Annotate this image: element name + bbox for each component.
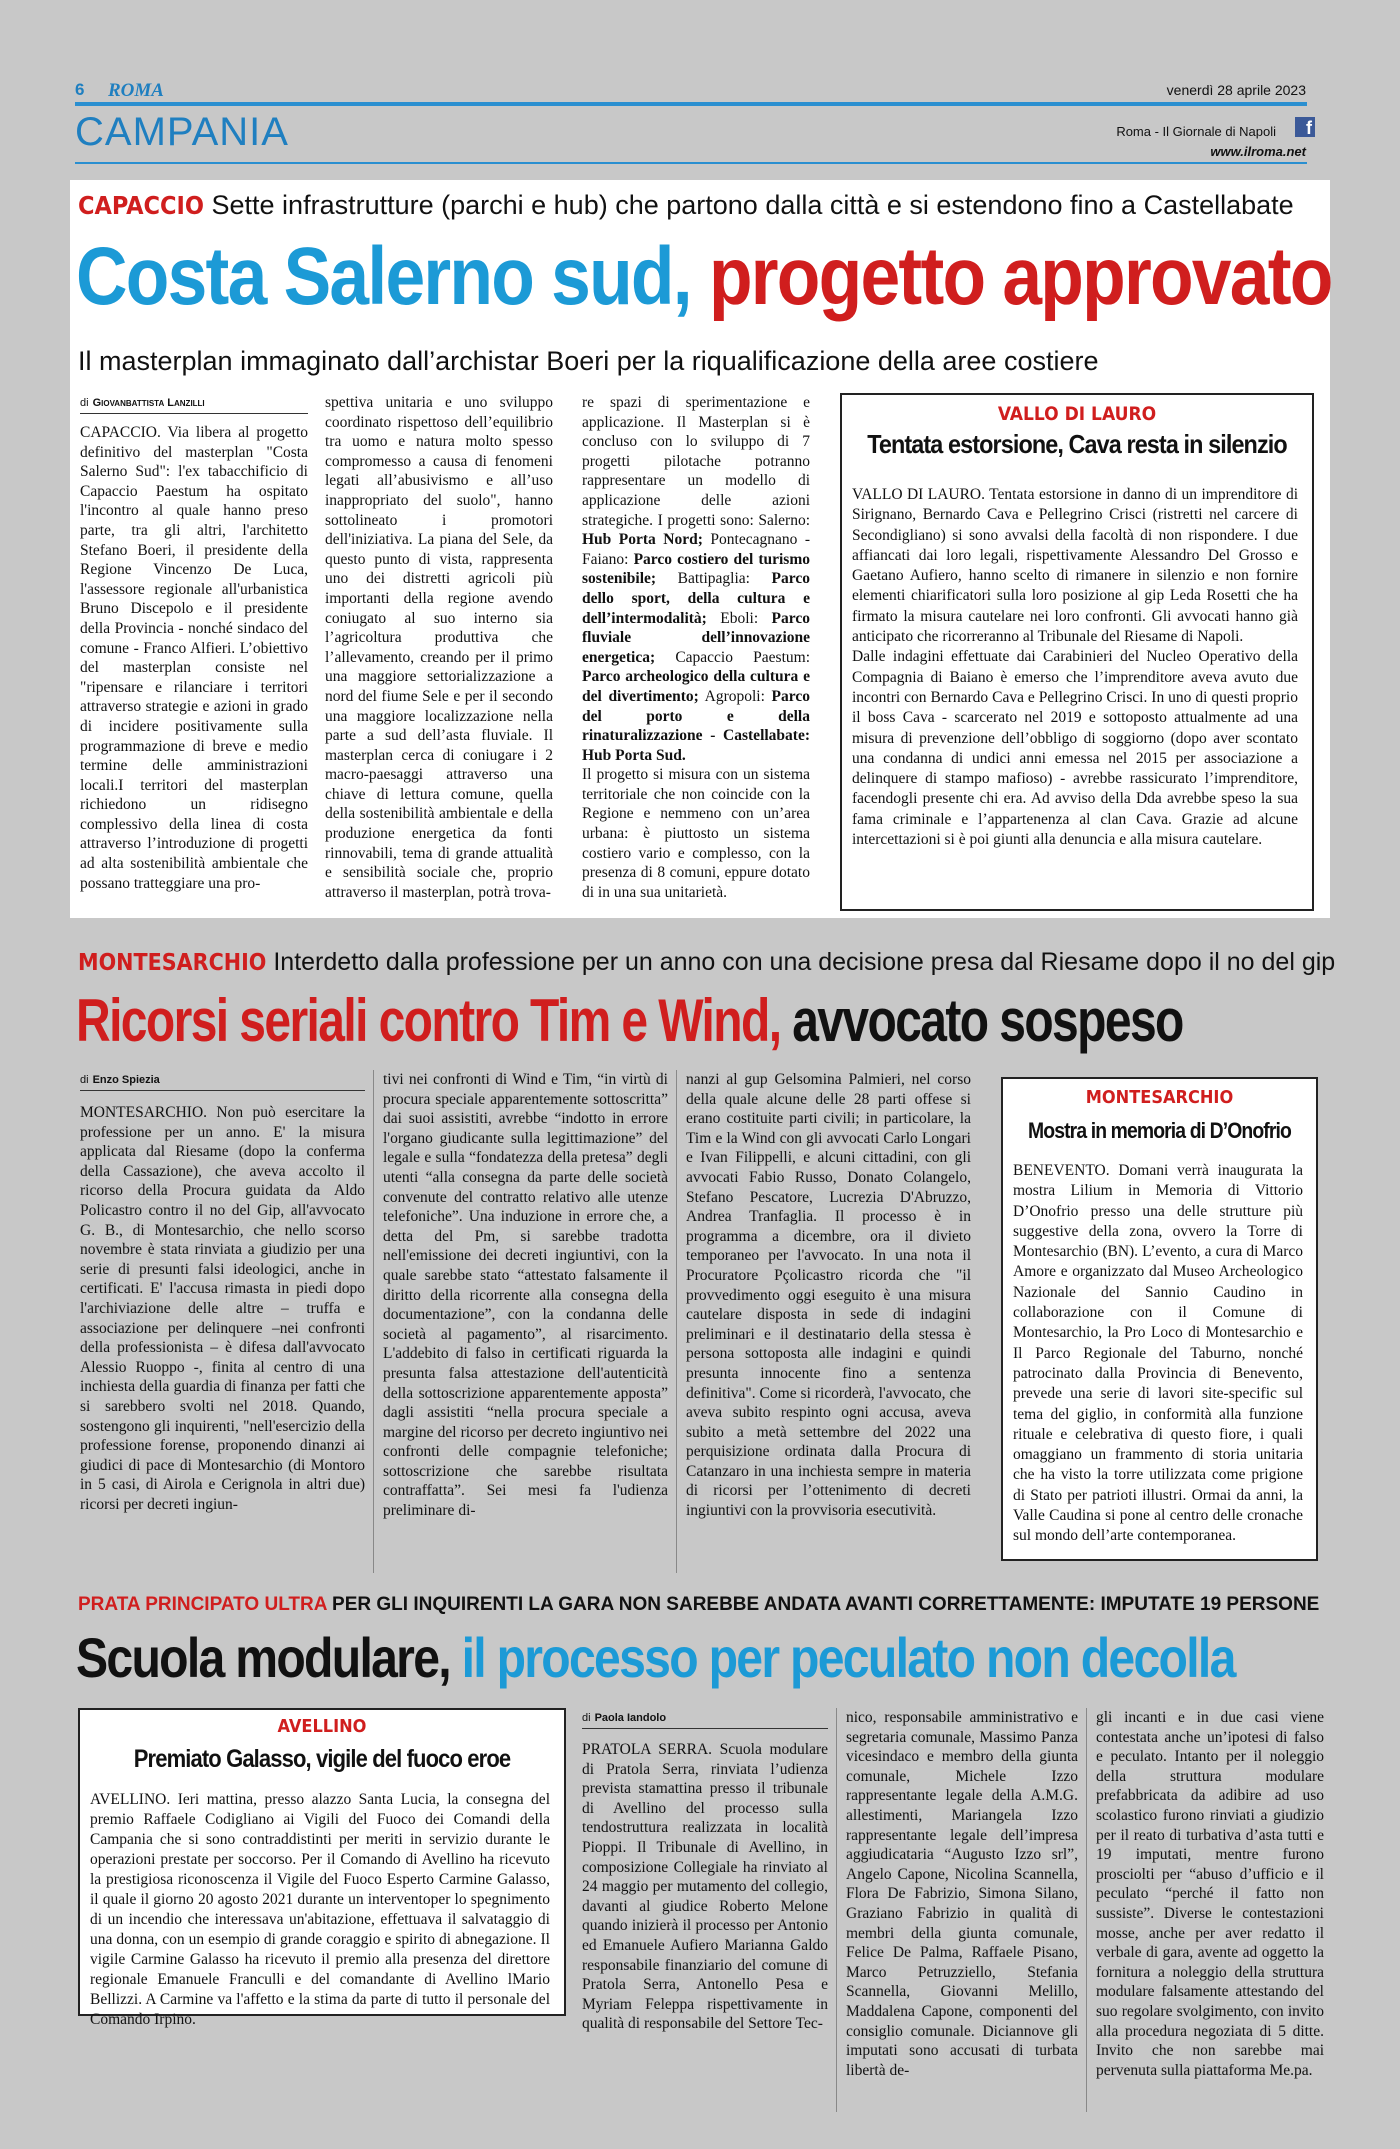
kicker-text: Interdetto dalla professione per un anno con una decisione presa dal Riesame dopo il no del gip: [273, 948, 1336, 976]
section-rule: [75, 162, 1307, 164]
article-column-3: gli incanti e in due casi viene contestata anche un’ipotesi di falso e peculato. Intanto per il noleggio della struttura modulare prefabbricata da adibire ad uso scolastico furono rinviati a giudizio per il reato di turbativa d’asta tutti e 19 imputati, mentre furono prosciolti per “abuso d’ufficio e il peculato “perché il fatto non sussiste”. Diverse le contestazioni mosse, anche per aver redatto il verbale di gara, avente ad oggetto la fornitura a noleggio della struttura modulare falsamente attestando del suo regolare svolgimento, con invito alla procedura negoziata di 5 ditte. Invito che non sarebbe mai pervenuta sulla piattaforma Me.pa.: [1096, 1709, 1324, 2079]
box-kicker: AVELLINO: [277, 1716, 367, 1737]
project-2: Parco costiero del turismo sostenibile;: [582, 550, 811, 588]
byline: [80, 1070, 365, 1091]
box-paragraph-2: Dalle indagini effettuate dai Carabinieri del Nucleo Operativo della Compagnia di Baiano è emerso che l’imprenditore aveva avuto due incontri con Bernardo Cava e Pellegrino Crisci. In uno di questi proprio il boss Cava - scarcerato nel 2019 e sottoposto attualmente ad una misura di prevenzione dell’obbligo di soggiorno (dopo aver scontato una condanna di undici anni emessa nel 2015 per associazione a delinquere di stampo mafioso) - avrebbe rassicurato l’imprenditore, facendogli presente chi era. Ad avviso della Dda avrebbe speso la sua fama criminale e l’appartenenza al clan Cava. Grazie ad alcune intercettazioni si è poi giunti alla denuncia e alla misura cautelare.: [852, 648, 1298, 849]
box-kicker: VALLO DI LAURO: [997, 403, 1157, 425]
headline-black: avvocato sospeso: [792, 987, 1183, 1054]
kicker-text: PER GLI INQUIRENTI LA GARA NON SAREBBE ANDATA AVANTI CORRETTAMENTE: IMPUTATE 19 PERSONE: [332, 1594, 1320, 1615]
headline: [76, 232, 1332, 322]
project-6: Parco del porto e della rinaturalizzazione - Castellabate: Hub Porta Sud.: [582, 687, 810, 764]
article-column-2: tivi nei confronti di Wind e Tim, “in virtù di procura speciale apparentemente sottoscritta” dai suoi assistiti, avrebbe “indotto in errore l'organo giudicante sulla legittimazione” del legale e sulla “fondatezza della pretesa” degli utenti “alla consegna da parte delle società convenute del contratto relativo alle utenze telefoniche”. Una induzione in errore che, a detta del Pm, si sarebbe tradotta nell'emissione dei decreti ingiuntivi, con la quale sarebbe stato “attestato falsamente il diritto della ricorrente alla consegna della documentazione”, con la condanna delle società al pagamento”, al risarcimento. L'addebito di falso in certificati riguarda la presunta falsa attestazione dell'autenticità della sottoscrizione apparentemente apposta” dagli assistiti “nella procura speciale a margine del ricorso per decreto ingiuntivo nei confronti delle compagnie telefoniche; sottoscrizione che sarebbe risultata contraffatta”. Sei mesi fa l'udienza preliminare di-: [383, 1071, 668, 1520]
box-headline: Tentata estorsione, Cava resta in silenzio: [867, 429, 1287, 459]
byline-prefix: di: [80, 397, 89, 409]
sidebar-box-montesarchio: [1001, 1077, 1318, 1561]
headline-blue: Costa Salerno sud,: [76, 231, 691, 322]
box-body: [852, 485, 1298, 850]
box-body: AVELLINO. Ieri mattina, presso alazzo Santa Lucia, la consegna del premio Raffaele Codigliano ai Vigili del Fuoco dei Comandi della Campania che si sono contraddistinti per meriti in servizio durante le operazioni prestate per soccorso. Per il Comando di Avellino ha ricevuto la prestigiosa riconoscenza il Vigile del Fuoco Esperto Carmine Galasso, il quale il giorno 20 agosto 2021 durante un interventoper lo spegnimento di un incendio che interessava un'abitazione, effettuava il salvataggio di una donna, con un esempio di grande coraggio e spirito di abnegazione. Il vigile Carmine Galasso ha ricevuto il premio alla presenza del direttore regionale Emanuele Franculli e del comandante di Avellino lMario Bellizzi. A Carmine va l'affetto e la stima da parte di tutto il personale del Comando Irpino.: [90, 1791, 550, 2028]
project-5: Parco archeologico della cultura e del divertimento;: [582, 668, 810, 705]
headline: [76, 988, 1183, 1054]
subheadline: Il masterplan immaginato dall’archistar Boeri per la riqualificazione della aree costiere: [78, 346, 1099, 376]
byline-prefix: di: [80, 1074, 89, 1086]
article-column-2: spettiva unitaria e uno sviluppo coordinato rispettoso dell’equilibrio tra uomo e natura molto spesso compromesso a causa di fenomeni legati all’abusivismo e all’uso inappropriato del suolo", hanno sottolineato i promotori dell'iniziativa. La piana del Sele, da questo punto di vista, rappresenta uno dei distretti agricoli più importanti della regione avendo coniugato al suo interno sia l’agricoltura produttiva che l’allevamento, creando per il primo una maggiore settorializzazione a nord del fiume Sele e per il secondo una maggiore localizzazione nella parte a sud dell’asta fluviale. Il masterplan cerca di coniugare i 2 macro-paesaggi attraverso una chiave di lettura comune, quella della sostenibilità ambientale e della produzione energetica da fonti rinnovabili, tema di grande attualità e sensibilità sociale che, proprio attraverso il masterplan, potrà trova-: [325, 394, 553, 901]
box-paragraph-1: VALLO DI LAURO. Tentata estorsione in danno di un imprenditore di Sirignano, Bernardo Cava e Pellegrino Crisci (ristretti nel carcere di Secondigliano) si sono avvalsi della facoltà di non rispondere. I due affiancati dai loro legali, rispettivamente Alessandro Del Grosso e Gaetano Aufiero, hanno scelto di rimanere in silenzio e non fornire elementi chiarificatori sulla loro posizione al gip Leda Rosetti che ha firmato la misura cautelare nei loro confronti. Gli avvocati hanno già anticipato che ricorreranno al Tribunale del Riesame di Napoli.: [852, 486, 1298, 646]
col3-text-c1: Pontecagnano - Faiano:: [582, 531, 811, 568]
project-3: Parco dello sport, della cultura e dell’intermodalità;: [582, 570, 810, 627]
article-kicker: [78, 1594, 1319, 1616]
box-headline: Premiato Galasso, vigile del fuoco eroe: [133, 1745, 511, 1773]
kicker-place: CAPACCIO: [78, 191, 204, 220]
website-link[interactable]: www.ilroma.net: [1210, 144, 1306, 159]
page-number: 6: [75, 80, 85, 99]
col3-text-a: re spazi di sperimentazione e applicazione. Il Masterplan si è concluso con lo sviluppo di 7 progetti pilotache potranno rappresentare un modello di applicazione delle azioni strategiche. I progetti sono: Salerno:: [582, 394, 810, 529]
headline-black: Scuola modulare,: [76, 1626, 450, 1689]
project-1: Hub Porta Nord;: [582, 531, 703, 549]
col3-text-d: Il progetto si misura con un sistema territoriale che non coincide con la Regione e nemmeno con un’area urbana: è piuttosto un sistema costiero vario e complesso, con la presenza di 8 comuni, eppure dotato di in una sua unitarietà.: [582, 766, 810, 901]
byline-author: Enzo Spiezia: [92, 1074, 160, 1086]
col3-text-c4: Capaccio Paestum:: [675, 648, 810, 666]
article-column-3: [582, 393, 810, 913]
byline-author: Giovanbattista Lanzilli: [92, 397, 205, 409]
col3-text-c3: Eboli:: [720, 609, 759, 627]
box-kicker: MONTESARCHIO: [1085, 1087, 1234, 1108]
article-kicker: [78, 948, 1335, 977]
kicker-place: PRATA PRINCIPATO ULTRA: [78, 1594, 327, 1615]
article-column-1: MONTESARCHIO. Non può esercitare la professione per un anno. E' la misura applicata dal Riesame (dopo la conferma della Cassazione), che aveva accolto il ricorso della Procura guidata da Aldo Policastro contro il no del Gip, all'avvocato G. B., di Montesarchio, che nello scorso novembre è stata rinviata a giudizio per una serie di presunti falsi ideologici, anche in certificati. E' l'accusa rimasta in piedi dopo l'archiviazione delle altre – truffa e associazione per delinquere –nei confronti della professionista – è difesa dall'avvocato Alessio Ruoppo -, finita al centro di una inchiesta della guardia di finanza per fatti che si sarebbero svolti nel 2018. Quando, sostengono gli inquirenti, "nell'esercizio della professione forense, proponendo dinanzi ai giudici di pace di Montesarchio (di Montoro in 5 casi, di Airola e Cerignola in altri due) ricorsi per decreti ingiun-: [80, 1104, 365, 1513]
facebook-icon[interactable]: f: [1295, 117, 1315, 137]
byline-prefix: di: [582, 1712, 591, 1724]
sidebar-box-avellino: [78, 1708, 566, 2028]
project-4: Parco fluviale dell’innovazione energetica;: [582, 609, 810, 666]
kicker-place: MONTESARCHIO: [78, 950, 267, 976]
column-divider: [836, 1708, 837, 2112]
column-divider: [373, 1070, 374, 1573]
page-date: venerdì 28 aprile 2023: [1166, 82, 1306, 98]
box-headline: Mostra in memoria di D’Onofrio: [1028, 1118, 1291, 1143]
paper-full-name: Roma - Il Giornale di Napoli: [1116, 124, 1276, 139]
headline-red: Ricorsi seriali contro Tim e Wind,: [76, 987, 781, 1054]
headline-blue: il processo per peculato non decolla: [461, 1626, 1235, 1689]
column-divider: [676, 1070, 677, 1573]
paper-logo: ROMA: [108, 80, 164, 101]
article-column-1: CAPACCIO. Via libera al progetto definitivo del masterplan "Costa Salerno Sud": l'ex tabacchificio di Capaccio Paestum ha ospitato l'incontro al quale hanno preso parte, tra gli altri, l'architetto Stefano Boeri, il presidente della Regione Vincenzo De Luca, l'assessore regionale all'urbanistica Bruno Discepolo e il presidente della Provincia - nonché sindaco del comune - Franco Alfieri. L’obiettivo del masterplan consiste nel "ripensare e rilanciare i territori attraverso strategie e azioni in grado di incidere positivamente sulla programmazione di breve e medio termine delle amministrazioni locali.I territori del masterplan richiedono un ridisegno complessivo della linea di costa attraverso l’introduzione di progetti ad alta sostenibilità ambientale che possano tratteggiare una pro-: [80, 424, 308, 892]
byline: [80, 393, 308, 414]
sidebar-box-vallo: [840, 393, 1314, 911]
col3-text-c2: Battipaglia:: [677, 570, 750, 588]
article-column-2: nico, responsabile amministrativo e segretaria comunale, Massimo Panza vicesindaco e membro della giunta comunale, Michele Izzo rappresentante legale della A.M.G. allestimenti, Mariangela Izzo rappresentante legale dell’impresa aggiudicataria “Augusto Izzo srl”, Angelo Capone, Nicolina Scannella, Flora De Fabrizio, Simona Silano, Graziano Fabrizio in qualità di membri della giunta comunale, Felice De Palma, Raffaele Pisano, Marco Petruzziello, Stefania Scannella, Giovanni Melillo, Maddalena Capone, componenti del consiglio comunale. Diciannove gli imputati sono accusati di turbata libertà de-: [846, 1709, 1078, 2079]
article-kicker: [78, 190, 1294, 221]
box-body: BENEVENTO. Domani verrà inaugurata la mostra Lilium in Memoria di Vittorio D’Onofrio presso una delle strutture più suggestive della zona, ovvero la Torre di Montesarchio (BN). L’evento, a cura di Marco Amore e organizzato dal Museo Archeologico Nazionale del Sannio Caudino in collaborazione con il Comune di Montesarchio, la Pro Loco di Montesarchio e Il Parco Regionale del Taburno, nonché patrocinato dalla Provincia di Benevento, prevede una serie di lavori site-specific sul tema del giglio, in conformità alla funzione rituale e celebrativa di questo fiore, i quali omaggiano un frammento di storia unitaria che ha visto la torre utilizzata come prigione di Stato per patrioti illustri. Ormai da anni, la Valle Caudina si pone al centro delle cronache sul mondo dell’arte contemporanea.: [1013, 1162, 1303, 1545]
byline-author: Paola Iandolo: [594, 1712, 667, 1724]
byline: [582, 1708, 828, 1729]
kicker-text: Sette infrastrutture (parchi e hub) che partono dalla città e si estendono fino a Castellabate: [211, 190, 1294, 220]
article-column-3: nanzi al gup Gelsomina Palmieri, nel corso della quale alcune delle 28 parti offese si erano costituite parti civili; in particolare, la Tim e la Wind con gli avvocati Carlo Longari e Ivan Filippelli, e alcuni cittadini, con gli avvocati Fabio Russo, Donato Colangelo, Stefano Pescatore, Lucrezia D'Abruzzo, Andrea Tranfaglia. Il processo è in programma a dicembre, ora il divieto temporaneo per l'avvocato. In una nota il Procuratore Pçolicastro ricorda che "il provvedimento oggi eseguito è una misura cautelare disposta in sede di indagini preliminari e il destinatario della stessa è persona sottoposta alle indagini e quindi presunta innocente fino a sentenza definitiva". Come si ricorderà, l'avvocato, che aveva subito respinto ogni accusa, aveva subito a metà settembre del 2022 una perquisizione ordinata dalla Procura di Catanzaro in una inchiesta sempre in materia di ricorsi per l’ottenimento di decreti ingiuntivi con la provvisoria esecutività.: [686, 1071, 971, 1520]
article-column-1: PRATOLA SERRA. Scuola modulare di Pratola Serra, rinviata l’udienza prevista stamattina presso il tribunale di Avellino del processo sulla tendostruttura realizzata in località Pioppi. Il Tribunale di Avellino, in composizione Collegiale ha rinviato al 24 maggio per mutamento del collegio, davanti al giudice Roberto Melone quando inizierà il processo per Antonio ed Emanuele Aufiero Marianna Galdo responsabile finanziario del comune di Pratola Serra, Antonello Pesa e Myriam Feleppa rispettivamente in qualità di responsabile del Settore Tec-: [582, 1741, 828, 2033]
headline-red: progetto approvato: [708, 231, 1332, 322]
column-divider: [1086, 1708, 1087, 2112]
section-title: CAMPANIA: [75, 110, 289, 154]
masthead-rule: [75, 102, 1307, 106]
headline: [76, 1626, 1235, 1690]
col3-text-c5: Agropoli:: [704, 687, 765, 705]
